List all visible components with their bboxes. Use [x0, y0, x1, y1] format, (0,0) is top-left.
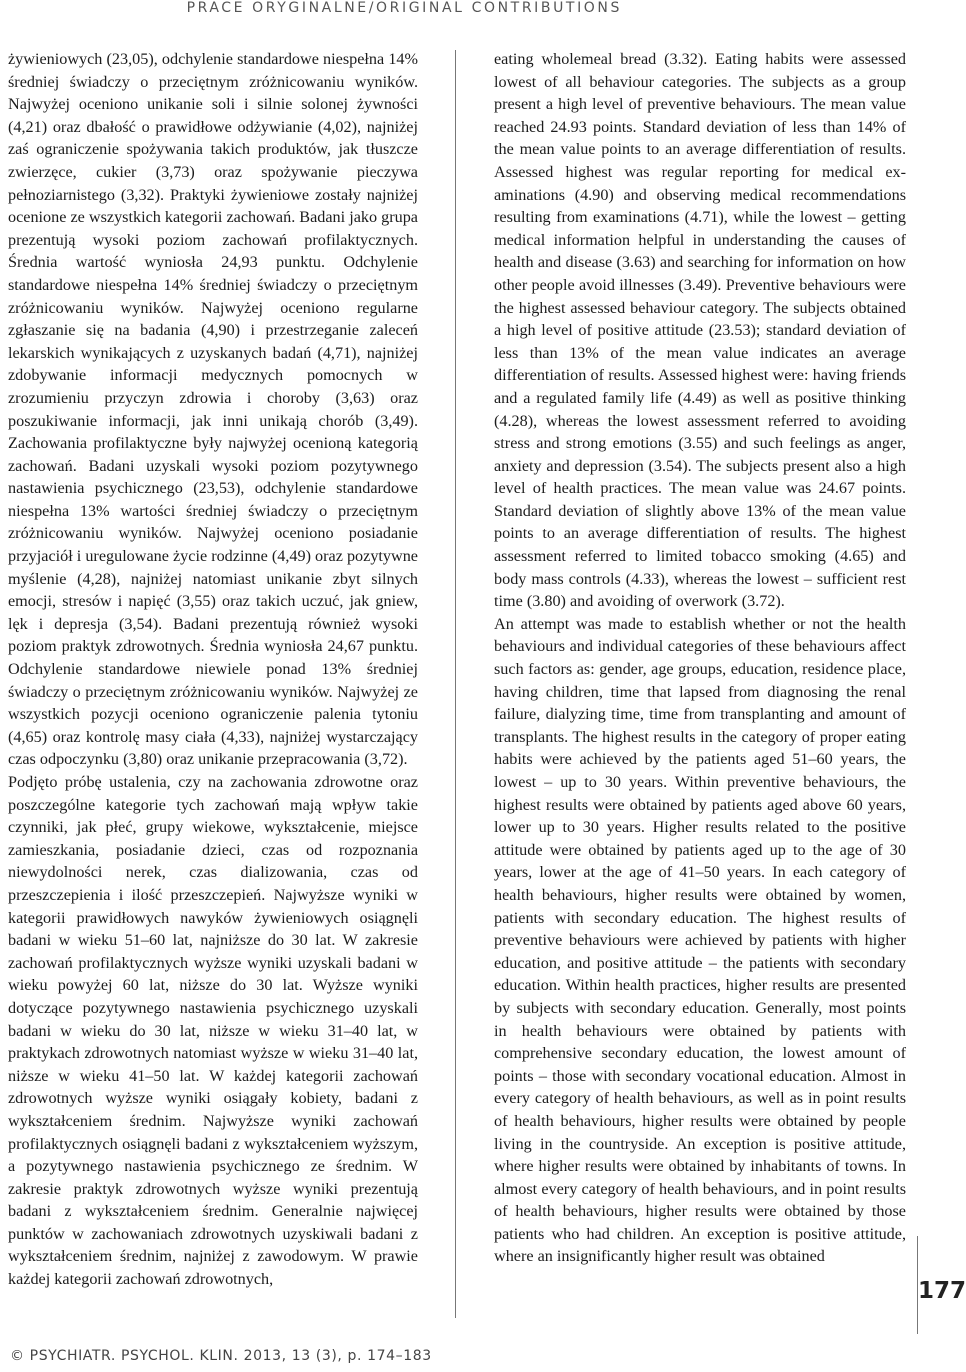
left-paragraph-2: Podjęto próbę ustalenia, czy na zachowania zdrowotne oraz poszczególne kategorie tych zachowań mają wpływ takie czynniki, jak płeć, grupy wiekowe, wykształcenie, miejsce zamieszkania, posiadanie dzieci, czas od rozpoznania niewydolności nerek, czas dializowania, czas od przeszczepienia i ilość przeszczepień. Najwyższe wyniki w kategorii prawidłowych nawyków żywieniowych osiągnęli badani w wieku 51–60 lat, najniższe do 30 lat. W zakresie zachowań profilaktycznych wyższe wyniki uzyskali badani w wieku powyżej 60 lat, niższe do 30 lat. Wyższe wyniki dotyczące pozytywnego nastawienia psychicznego uzyskali badani w wieku do 30 lat, niższe w wieku 31–40 lat, w praktykach zdrowotnych natomiast wyższe w wieku 31–40 lat, niższe w wieku 41–50 lat. W każdej kategorii zachowań zdrowotnych wyższe wyniki osiągały kobiety, badani z wykształceniem średnim. Najwyższe wyniki zachowań profilaktycznych osiągnęli badani z wykształceniem wyższym, a pozytywnego nastawienia psychicznego ze średnim. W zakresie praktyk zdrowotnych wyższe wyniki prezentują badani z wykształceniem średnim. Generalnie najwięcej punktów w zachowaniach zdrowotnych uzyskiwali badani z wykształceniem średnim, najniżej z zawodowym. W prawie każdej kategorii zachowań zdrowotnych,	[8, 773, 418, 1289]
left-paragraph-1: żywieniowych (23,05), odchylenie standardowe niespełna 14% średniej świadczy o przeciętnym zróżnicowaniu wyników. Najwyżej oceniono unikanie soli i silnie solonej żywności (4,21) oraz dbałość o prawidłowe odżywianie (4,02), najniżej zaś ograniczenie spożywania takich produktów, jak tłuszcze zwierzęce, cukier (3,73) oraz spożywanie pieczywa pełnoziarnistego (3,32). Praktyki żywieniowe zostały najniżej ocenione ze wszystkich kategorii zachowań. Badani jako grupa prezentują wysoki poziom zachowań profilaktycznych. Średnia wartość wyniosła 24,93 punktu. Odchylenie standardowe niespełna 14% średniej świadczy o przeciętnym zróżnicowaniu wyników. Najwyżej oceniono regularne zgłaszanie się na badania (4,90) i przestrzeganie zaleceń lekarskich wynikających z uzyskanych badań (4,71), najniżej zdobywanie informacji medycznych pomocnych w zrozumieniu przyczyn zdrowia i choroby (3,63) oraz poszukiwanie informacji, jak inni unikają chorób (3,49). Zachowania profilaktyczne były najwyżej ocenioną kategorią zachowań. Badani uzyskali wysoki poziom pozytywnego nastawienia psychicznego (23,53), odchylenie standardowe niespełna 13% wartości średniej świadczy o przeciętnym zróżnicowaniu wyników. Najwyżej oceniono posiadanie przyjaciół i uregulowane życie rodzinne (4,49) oraz pozytywne myślenie (4,28), najniżej natomiast unikanie zbyt silnych emocji, stresów i napięć (3,55) oraz takich uczuć, jak gniew, lęk i depresja (3,54). Badani prezentują również wysoki poziom praktyk zdrowotnych. Średnia wyniosła 24,67 punktu. Odchylenie standardowe niewiele ponad 13% średniej świadczy o przeciętnym zróżnicowaniu wyników. Najwyżej ze wszystkich pozycji oceniono ograniczenie palenia tytoniu (4,65) oraz kontrolę masy ciała (4,33), najniżej wystarczający czas odpoczynku (3,80) oraz unikanie przepracowania (3,72).	[8, 50, 418, 769]
column-divider	[455, 50, 456, 1318]
left-column	[8, 48, 418, 1291]
right-paragraph-2: An attempt was made to establish whether or not the health behaviours and individual categories of these behaviours affect such factors as: gender, age groups, education, residence place, having children, time that lapsed from diagnosing the renal failure, dialyzing time, time from transplanting and amount of transplants. The highest results in the category of proper eating habits were achieved by the patients aged 51–60 years, the lowest – up to 30 years. Within preventive behaviours, the highest results were obtained by patients aged above 60 years, lower up to 30 years. Higher results related to the positive attitude were obtained by patients aged up to the age of 30 years, lower at the age of 41–50 years. In each category of health behaviours, higher results were obtained by women, patients with secondary education. The highest results of preventive behaviours were achieved by patients with higher education, and positive attitude – the patients with secondary education. Within health practices, higher results are presented by subjects with secondary education. Generally, most points in health behaviours were obtained by patients with comprehensive secondary education, the lowest amount of points – those with secondary vocational education. Almost in every category of health behaviours, as well as in point results of health behaviours, higher results were obtained by people living in the countryside. An exception is positive attitude, where higher results were obtained by inhabitants of towns. In almost every category of health behaviours, and in point results of health behaviours, higher results were obtained by those patients who had children. An exception is positive attitude, where an insignificantly higher result was obtained	[494, 614, 906, 1266]
right-column	[494, 48, 906, 1268]
right-paragraph-1: eating wholemeal bread (3.32). Eating habits were assessed lowest of all behaviour categories. The subjects as a group present a high level of preventive behaviours. The mean value reached 24.93 points. Standard deviation of less than 14% of the mean value points to an average differentiation of results. Assessed highest was regular reporting for medical examinations (4.90) and observing medical recommendations resulting from examinations (4.71), while the lowest – getting medical information helpful in understanding the causes of health and disease (3.63) and searching for information on how other people avoid illnesses (3.49). Preventive behaviours were the highest assessed behaviour category. The subjects obtained a high level of positive attitude (23.53); standard deviation of less than 13% of the mean value indicates an average differentiation of results. Assessed highest were: having friends and a regulated family life (4.49) as well as positive thinking (4.28), whereas the lowest assessment referred to avoiding stress and strong emotions (3.55) and such feelings as anger, anxiety and depression (3.54). The subjects present also a high level of health practices. The mean value was 24.67 points. Standard deviation of slightly above 13% of the mean value points to an average differentiation of results. The highest assessment referred to limited tobacco smoking (4.65) and body mass controls (4.33), whereas the lowest – sufficient rest time (3.80) and avoiding of overwork (3.72).	[494, 50, 906, 611]
footer-citation: © PSYCHIATR. PSYCHOL. KLIN. 2013, 13 (3), p. 174–183	[10, 1348, 432, 1364]
page-number: 177	[918, 1278, 966, 1304]
running-header: PRACE ORYGINALNE/ORIGINAL CONTRIBUTIONS	[186, 0, 622, 16]
